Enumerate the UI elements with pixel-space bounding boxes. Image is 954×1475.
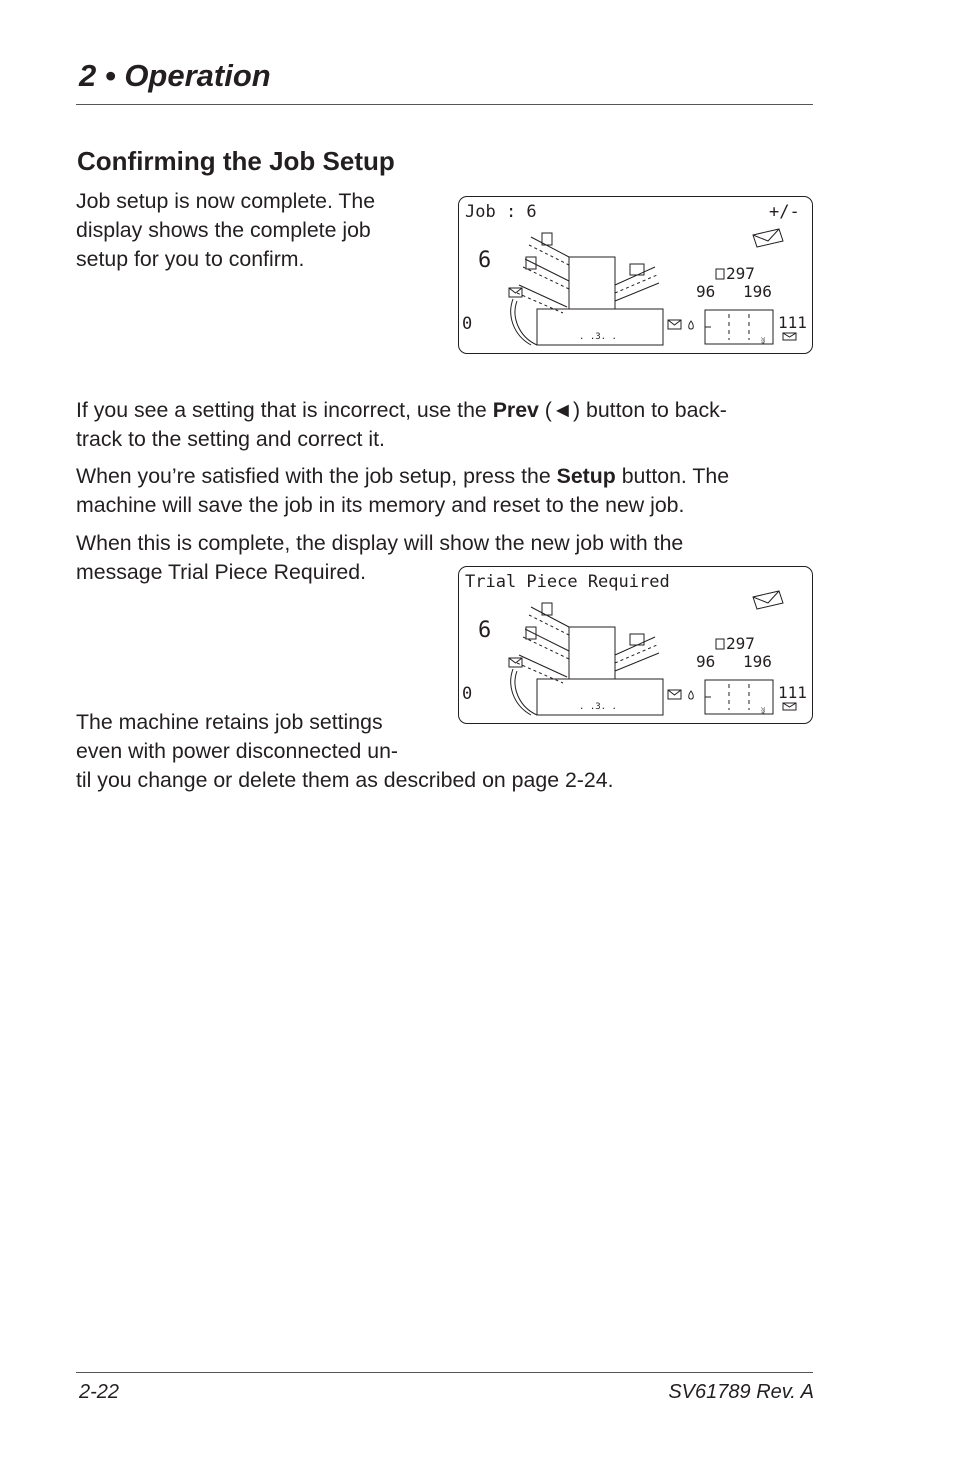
prev-button-label: Prev — [492, 398, 539, 422]
job-display-panel — [458, 196, 813, 354]
right-count: 111 — [778, 683, 807, 702]
sheet-count: 297 — [726, 264, 755, 283]
value-a: 96 — [696, 652, 716, 671]
big-count: 6 — [478, 248, 492, 273]
header-rule — [76, 104, 813, 105]
document-id: SV61789 Rev. A — [668, 1381, 814, 1403]
abc-label: ABC — [761, 706, 766, 714]
display-title: Job : 6 — [465, 202, 537, 222]
big-count: 6 — [478, 618, 492, 643]
display-title: Trial Piece Required — [465, 572, 670, 592]
dots-indicator: . .3. . — [579, 702, 617, 712]
setup-button-label: Setup — [556, 464, 616, 488]
chapter-title: 2 • Operation — [79, 58, 271, 93]
value-a: 96 — [696, 282, 716, 301]
sheet-count: 297 — [726, 634, 755, 653]
abc-label: ABC — [761, 336, 766, 344]
trial-display-graphic — [459, 567, 813, 724]
dots-indicator: . .3. . — [579, 332, 617, 342]
setup-paragraph: When you’re satisfied with the job setup, press the Setup button. The machine will save the job in its memory and reset to the new job. — [76, 464, 730, 517]
intro-paragraph: Job setup is now complete. The display shows the complete job setup for you to confirm. — [76, 189, 376, 271]
value-b: 196 — [743, 652, 772, 671]
retain-paragraph: The machine retains job settings even with power disconnected un- til you change or delete them as described on page 2-24. — [76, 710, 614, 792]
page-number: 2-22 — [79, 1381, 120, 1403]
job-display-graphic — [459, 197, 813, 354]
section-title: Confirming the Job Setup — [77, 146, 395, 176]
prev-paragraph: If you see a setting that is incorrect, use the Prev (◄) button to back- track to the setting and correct it. — [76, 398, 727, 451]
footer-rule — [76, 1372, 813, 1373]
value-b: 196 — [743, 282, 772, 301]
complete-paragraph: When this is complete, the display will show the new job with the message Trial Piece Required. — [76, 531, 684, 584]
plus-minus-indicator: +/- — [769, 202, 800, 222]
trial-display-panel — [458, 566, 813, 724]
left-count: 0 — [462, 314, 473, 334]
left-count: 0 — [462, 684, 473, 704]
right-count: 111 — [778, 313, 807, 332]
